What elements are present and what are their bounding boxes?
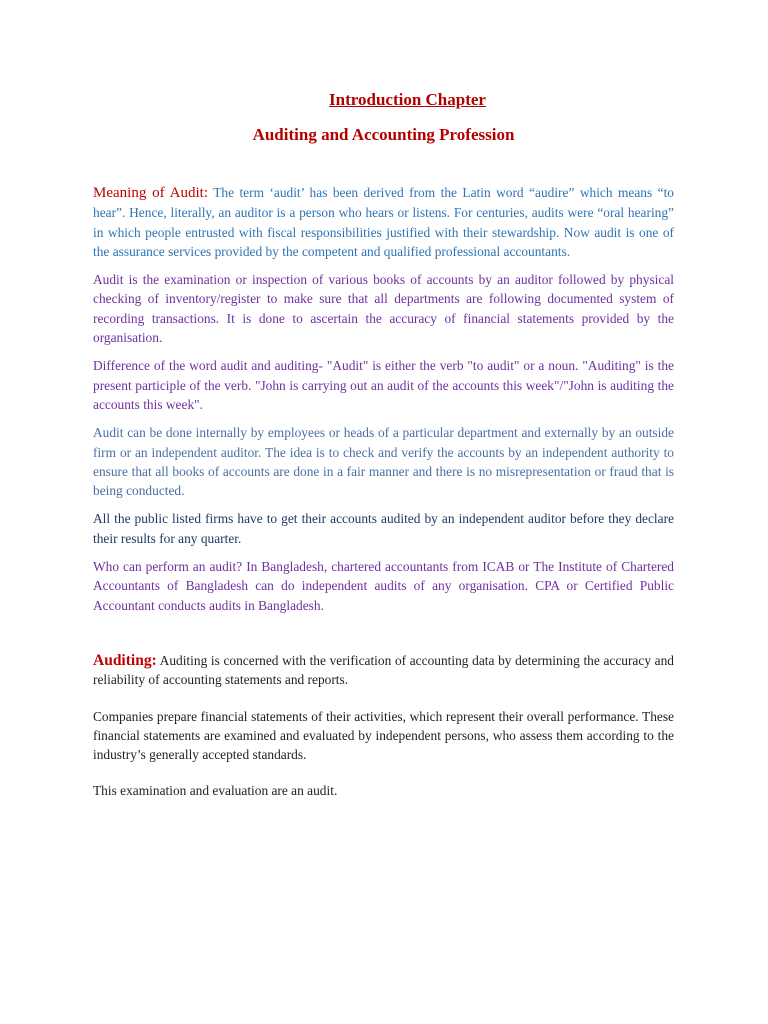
meaning-of-audit-text: The term ‘audit’ has been derived from the Latin word “audire” which means “to hear”. Hence, literally, an auditor is a person who hears or listens. For centuries, audits were “oral hearing” in which people entrusted with fiscal responsibilities justified with their stewardship. Now audit is one of the assurance services provided by the competent and qualified professional accountants. [93, 185, 674, 259]
meaning-of-audit-label: Meaning of Audit: [93, 185, 208, 201]
who-can-perform-paragraph: Who can perform an audit? In Bangladesh, chartered accountants from ICAB or The Institute of Chartered Accountants of Bangladesh can do independent audits of any organisation. CPA or Certified Public Accountant conducts audits in Bangladesh. [93, 559, 674, 613]
chapter-title: Introduction Chapter [329, 90, 486, 109]
listed-firms-paragraph: All the public listed firms have to get their accounts audited by an independent auditor before they declare their results for any quarter. [93, 511, 674, 546]
auditing-text: Auditing is concerned with the verification of accounting data by determining the accuracy and reliability of accounting statements and reports. [93, 652, 674, 688]
auditing-paragraph [93, 651, 674, 690]
document-subtitle: Auditing and Accounting Profession [252, 125, 515, 144]
auditing-label: Auditing: [93, 651, 157, 669]
companies-paragraph: Companies prepare financial statements of their activities, which represent their overall performance. These financial statements are examined and evaluated by independent persons, who assess them according to the industry’s generally accepted standards. [93, 708, 674, 763]
document-page [93, 88, 674, 810]
closing-paragraph: This examination and evaluation are an audit. [93, 783, 338, 799]
difference-paragraph: Difference of the word audit and auditing- "Audit" is either the verb "to audit" or a noun. "Auditing" is the present participle of the verb. "John is carrying out an audit of the accounts this week"/"John is auditing the accounts this week". [93, 358, 674, 412]
internal-external-paragraph: Audit can be done internally by employees or heads of a particular department and externally by an outside firm or an independent auditor. The idea is to check and verify the accounts by an independent authority to ensure that all books of accounts are done in a fair manner and there is no misrepresentation or fraud that is being conducted. [93, 425, 674, 499]
examination-paragraph: Audit is the examination or inspection of various books of accounts by an auditor followed by physical checking of inventory/register to make sure that all departments are following documented system of recording transactions. It is done to ascertain the accuracy of financial statements provided by the organisation. [93, 272, 674, 346]
meaning-of-audit-paragraph [93, 183, 674, 261]
